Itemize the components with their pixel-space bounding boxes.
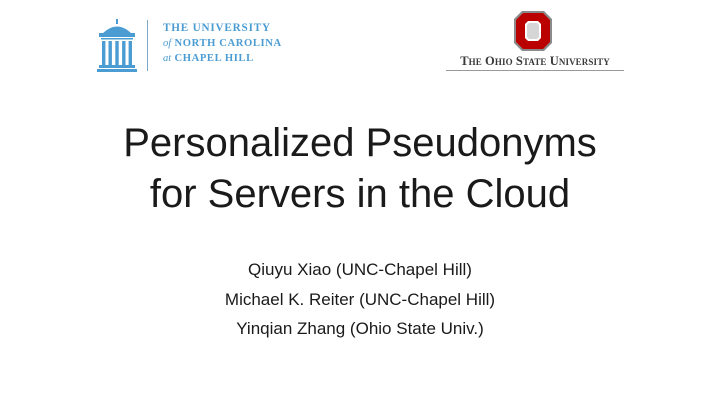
- author-list: [0, 255, 720, 344]
- author-line: Qiuyu Xiao (UNC-Chapel Hill): [248, 260, 472, 279]
- slide-title: [0, 118, 720, 220]
- block-o-icon: [514, 11, 552, 51]
- unc-wordmark-line2: [163, 36, 282, 51]
- author-line: Yinqian Zhang (Ohio State Univ.): [236, 319, 484, 338]
- unc-wordmark-line3-main: CHAPEL HILL: [174, 53, 254, 64]
- slide-title-line1: Personalized Pseudonyms: [123, 121, 597, 165]
- unc-wordmark: [163, 21, 282, 66]
- unc-wordmark-line1: THE UNIVERSITY: [163, 22, 271, 34]
- logo-divider: [147, 20, 148, 71]
- unc-logo: [97, 18, 317, 74]
- unc-wordmark-line2-prefix: of: [163, 38, 172, 49]
- osu-underline: [446, 70, 624, 71]
- slide-title-line2: for Servers in the Cloud: [149, 172, 571, 216]
- osu-wordmark: The Ohio State University: [460, 54, 610, 68]
- author-line: Michael K. Reiter (UNC-Chapel Hill): [224, 289, 496, 309]
- unc-wordmark-line2-main: NORTH CAROLINA: [174, 38, 282, 49]
- osu-logo: [446, 11, 624, 73]
- old-well-icon: [97, 18, 137, 72]
- unc-wordmark-line3: [163, 51, 282, 66]
- unc-wordmark-line3-prefix: at: [163, 53, 172, 64]
